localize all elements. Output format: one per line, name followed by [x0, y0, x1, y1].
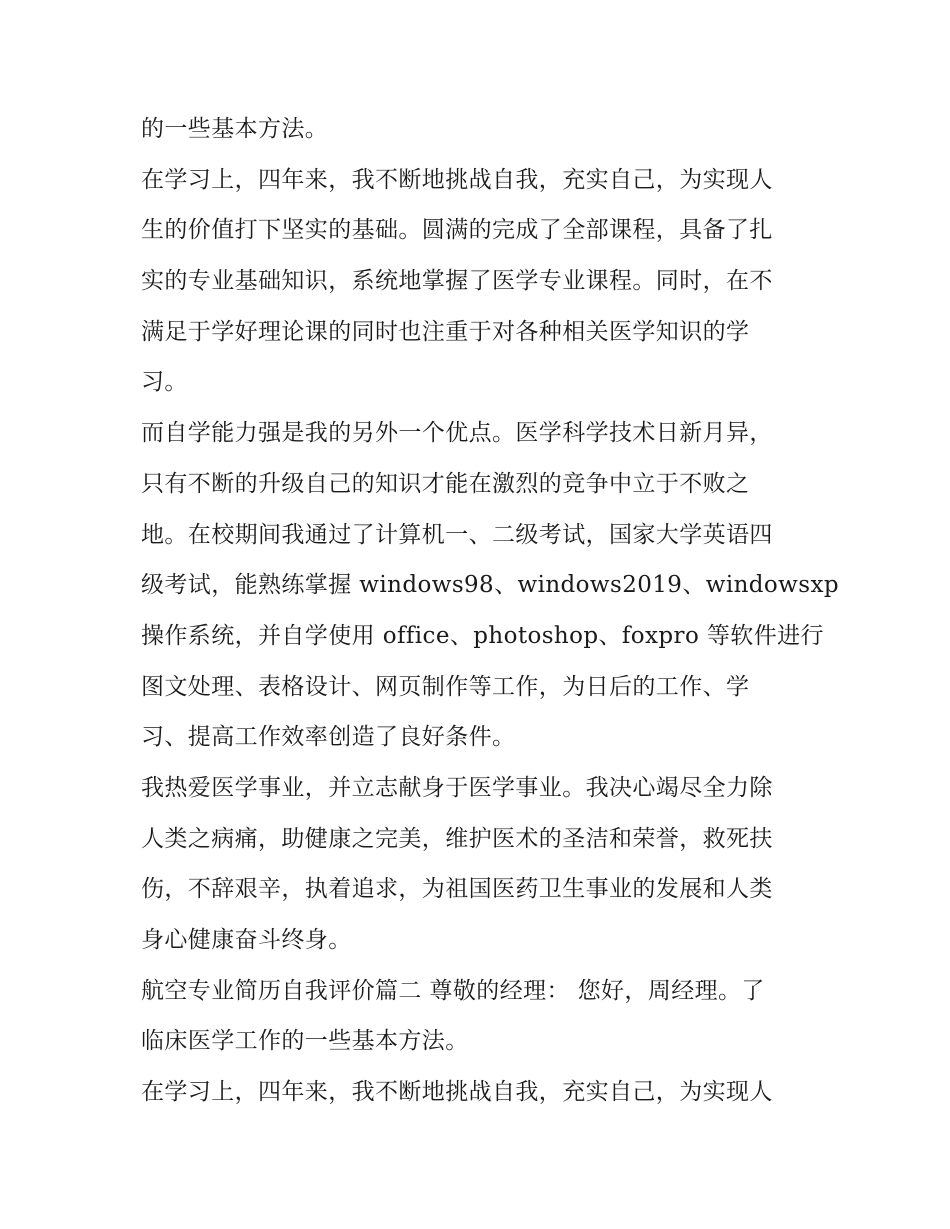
text-line: 实的专业基础知识，系统地掌握了医学专业课程。同时，在不 — [141, 268, 773, 295]
text-line: 满足于学好理论课的同时也注重于对各种相关医学知识的学 — [141, 318, 750, 345]
text-line: 在学习上，四年来，我不断地挑战自我，充实自己，为实现人 — [141, 1079, 773, 1106]
paragraph-4 — [141, 763, 821, 966]
text-line: 级考试，能熟练掌握 windows98、windows2019、windowsxp — [141, 572, 839, 599]
text-line: 地。在校期间我通过了计算机一、二级考试，国家大学英语四 — [141, 521, 773, 548]
text-line: 临床医学工作的一些基本方法。 — [141, 1028, 469, 1055]
text-line: 我热爱医学事业，并立志献身于医学事业。我决心竭尽全力除 — [141, 774, 773, 801]
paragraph-6 — [141, 1067, 821, 1118]
text-line: 习。 — [141, 369, 188, 396]
text-line: 而自学能力强是我的另外一个优点。医学科学技术日新月异， — [141, 420, 773, 447]
paragraph-2 — [141, 155, 821, 408]
text-line: 的一些基本方法。 — [141, 116, 329, 142]
paragraph-3 — [141, 408, 839, 763]
text-line: 图文处理、表格设计、网页制作等工作，为日后的工作、学 — [141, 673, 750, 700]
text-line: 操作系统，并自学使用 office、photoshop、foxpro 等软件进行 — [141, 622, 824, 649]
text-line: 航空专业简历自我评价篇二 尊敬的经理： 您好，周经理。了 — [141, 977, 765, 1004]
text-line: 在学习上，四年来，我不断地挑战自我，充实自己，为实现人 — [141, 166, 773, 193]
paragraph-5 — [141, 966, 821, 1067]
text-line: 人类之病痛，助健康之完美，维护医术的圣洁和荣誉，救死扶 — [141, 825, 773, 852]
paragraph-1 — [141, 104, 821, 155]
document-body — [141, 104, 839, 1118]
text-line: 只有不断的升级自己的知识才能在激烈的竞争中立于不败之 — [141, 470, 750, 497]
text-line: 习、提高工作效率创造了良好条件。 — [141, 724, 516, 751]
text-line: 身心健康奋斗终身。 — [141, 927, 352, 953]
text-line: 伤，不辞艰辛，执着追求，为祖国医药卫生事业的发展和人类 — [141, 876, 773, 903]
text-line: 生的价值打下坚实的基础。圆满的完成了全部课程，具备了扎 — [141, 217, 773, 244]
